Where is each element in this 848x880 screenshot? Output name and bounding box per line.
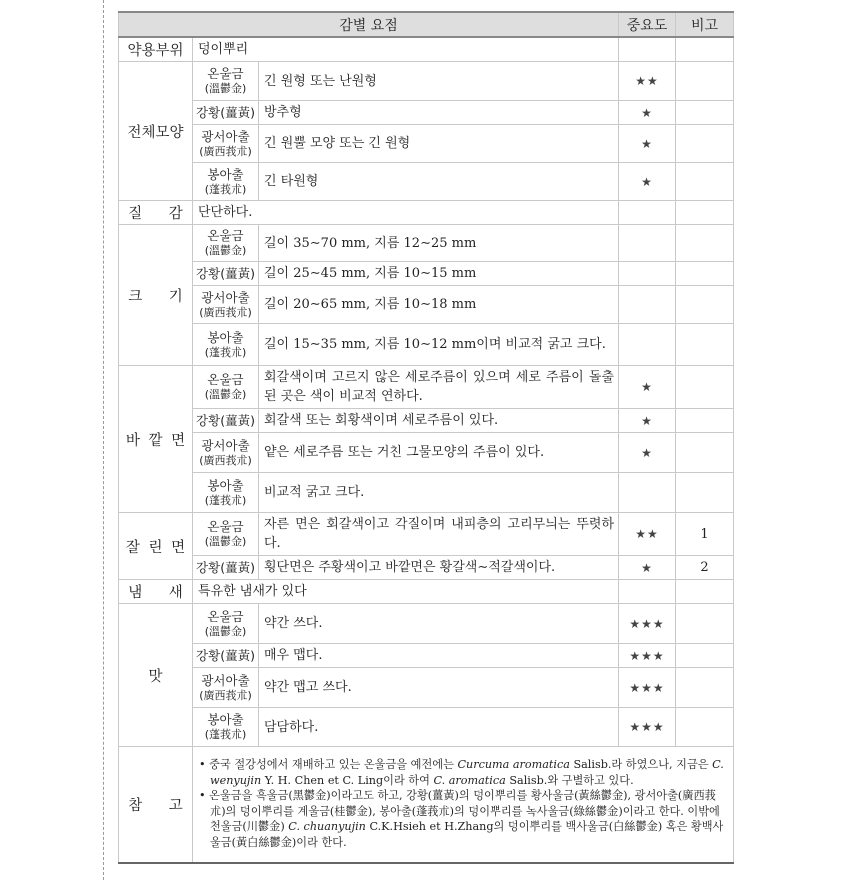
- outer-desc: 얕은 세로주름 또는 거친 그물모양의 주름이 있다.: [259, 433, 619, 473]
- importance-stars: ★: [619, 366, 676, 409]
- smell-desc: 특유한 냄새가 있다: [193, 580, 619, 604]
- note-number: 1: [676, 513, 734, 556]
- size-desc: 길이 20∼65 mm, 지름 10∼18 mm: [259, 286, 619, 324]
- table-row: [119, 366, 734, 409]
- table-row: [119, 201, 734, 225]
- sub-label: 강황(薑黃): [193, 262, 259, 286]
- table-row: [119, 286, 734, 324]
- section-label-shape: 전체모양: [119, 62, 193, 201]
- taste-desc: 약간 맵고 쓰다.: [259, 668, 619, 708]
- note-number: 2: [676, 556, 734, 580]
- table-row: [119, 708, 734, 747]
- sub-label: 광서아출 (廣西莪朮): [193, 125, 259, 163]
- sub-label: 온울금 (溫鬱金): [193, 604, 259, 644]
- cut-desc: 자른 면은 회갈색이고 각질이며 내피층의 고리무늬는 뚜렷하다.: [259, 513, 619, 556]
- sub-label: 광서아출 (廣西莪朮): [193, 433, 259, 473]
- sub-label: 봉아출 (蓬莪朮): [193, 324, 259, 366]
- section-label-outer: 바 깥 면: [119, 366, 193, 513]
- reference-bullet-1: • 중국 절강성에서 재배하고 있는 온울금을 예전에는 Curcuma aromatica Salisb.라 하였으나, 지금은 C. wenyujin Y. H. Chen et C. Ling이라 하여 C. aromatica Salisb.와 구별하고 있다.: [199, 758, 724, 787]
- texture-desc: 단단하다.: [193, 201, 619, 225]
- table-row: [119, 62, 734, 101]
- reference-bullet-2: • 온울금을 흑울금(黑鬱金)이라고도 하고, 강황(薑黃)의 덩이뿌리를 황사울금(黃絲鬱金), 광서아출(廣西莪朮)의 덩이뿌리를 계울금(桂鬱金), 봉아출(蓬莪朮)의 덩이뿌리를 녹사울금(綠絲鬱金)이라고 한다. 이밖에 천울금(川鬱金) C. chuanyujin C.K.Hsieh et H.Zhang의 덩이뿌리를 백사울금(白絲鬱金) 혹은 황백사울금(黃白絲鬱金)이라 한다.: [199, 789, 724, 849]
- taste-desc: 담담하다.: [259, 708, 619, 747]
- sub-label: 온울금 (溫鬱金): [193, 225, 259, 262]
- taste-desc: 약간 쓰다.: [259, 604, 619, 644]
- importance-stars: ★★★: [619, 708, 676, 747]
- sub-label: 강황(薑黃): [193, 101, 259, 125]
- section-label-cut: 잘 린 면: [119, 513, 193, 580]
- importance-stars: ★: [619, 163, 676, 201]
- table-row: [119, 225, 734, 262]
- sub-label: 봉아출 (蓬莪朮): [193, 708, 259, 747]
- section-label-reference: 참 고: [119, 747, 193, 863]
- section-label-taste: 맛: [119, 604, 193, 747]
- shape-desc: 방추형: [259, 101, 619, 125]
- section-label-size: 크 기: [119, 225, 193, 366]
- reference-notes: [193, 747, 734, 863]
- outer-desc: 회갈색이며 고르지 않은 세로주름이 있으며 세로 주름이 돌출된 곳은 색이 비교적 연하다.: [259, 366, 619, 409]
- importance-stars: ★: [619, 433, 676, 473]
- table-row: [119, 644, 734, 668]
- table-row: [119, 262, 734, 286]
- size-desc: 길이 35∼70 mm, 지름 12∼25 mm: [259, 225, 619, 262]
- table-row: [119, 409, 734, 433]
- sub-label: 봉아출 (蓬莪朮): [193, 473, 259, 513]
- importance-stars: ★★: [619, 62, 676, 101]
- sub-label: 강황(薑黃): [193, 556, 259, 580]
- sub-label: 광서아출 (廣西莪朮): [193, 668, 259, 708]
- importance-stars: ★★★: [619, 644, 676, 668]
- cut-desc: 횡단면은 주황색이고 바깥면은 황갈색∼적갈색이다.: [259, 556, 619, 580]
- shape-desc: 긴 원뿔 모양 또는 긴 원형: [259, 125, 619, 163]
- table-row: [119, 163, 734, 201]
- taste-desc: 매우 맵다.: [259, 644, 619, 668]
- table-row: [119, 37, 734, 62]
- table-row: [119, 580, 734, 604]
- table-row: [119, 101, 734, 125]
- importance-stars: ★: [619, 409, 676, 433]
- importance-stars: ★: [619, 101, 676, 125]
- table-row: [119, 556, 734, 580]
- sub-label: 강황(薑黃): [193, 409, 259, 433]
- header-note: 비고: [676, 12, 734, 37]
- importance-stars: ★★★: [619, 668, 676, 708]
- importance-stars: ★★: [619, 513, 676, 556]
- table-row: [119, 324, 734, 366]
- table-row: [119, 668, 734, 708]
- margin-rule: [103, 0, 104, 880]
- importance-stars: ★: [619, 556, 676, 580]
- table-row: [119, 513, 734, 556]
- table-row: [119, 433, 734, 473]
- sub-label: 강황(薑黃): [193, 644, 259, 668]
- section-label-part: 약용부위: [119, 37, 193, 62]
- outer-desc: 회갈색 또는 회황색이며 세로주름이 있다.: [259, 409, 619, 433]
- shape-desc: 긴 원형 또는 난원형: [259, 62, 619, 101]
- header-importance: 중요도: [619, 12, 676, 37]
- sub-label: 온울금 (溫鬱金): [193, 513, 259, 556]
- outer-desc: 비교적 굵고 크다.: [259, 473, 619, 513]
- sub-label: 온울금 (溫鬱金): [193, 366, 259, 409]
- size-desc: 길이 15∼35 mm, 지름 10∼12 mm이며 비교적 굵고 크다.: [259, 324, 619, 366]
- table-row: [119, 747, 734, 863]
- part-desc: 덩이뿌리: [193, 37, 619, 62]
- table-row: [119, 473, 734, 513]
- importance-stars: ★★★: [619, 604, 676, 644]
- size-desc: 길이 25∼45 mm, 지름 10∼15 mm: [259, 262, 619, 286]
- sub-label: 온울금 (溫鬱金): [193, 62, 259, 101]
- header-main: 감별 요점: [119, 12, 619, 37]
- sub-label: 봉아출 (蓬莪朮): [193, 163, 259, 201]
- section-label-smell: 냄 새: [119, 580, 193, 604]
- table-header-row: [119, 12, 734, 37]
- identification-table: [118, 11, 734, 864]
- table-row: [119, 125, 734, 163]
- shape-desc: 긴 타원형: [259, 163, 619, 201]
- sub-label: 광서아출 (廣西莪朮): [193, 286, 259, 324]
- table-row: [119, 604, 734, 644]
- section-label-texture: 질 감: [119, 201, 193, 225]
- importance-stars: ★: [619, 125, 676, 163]
